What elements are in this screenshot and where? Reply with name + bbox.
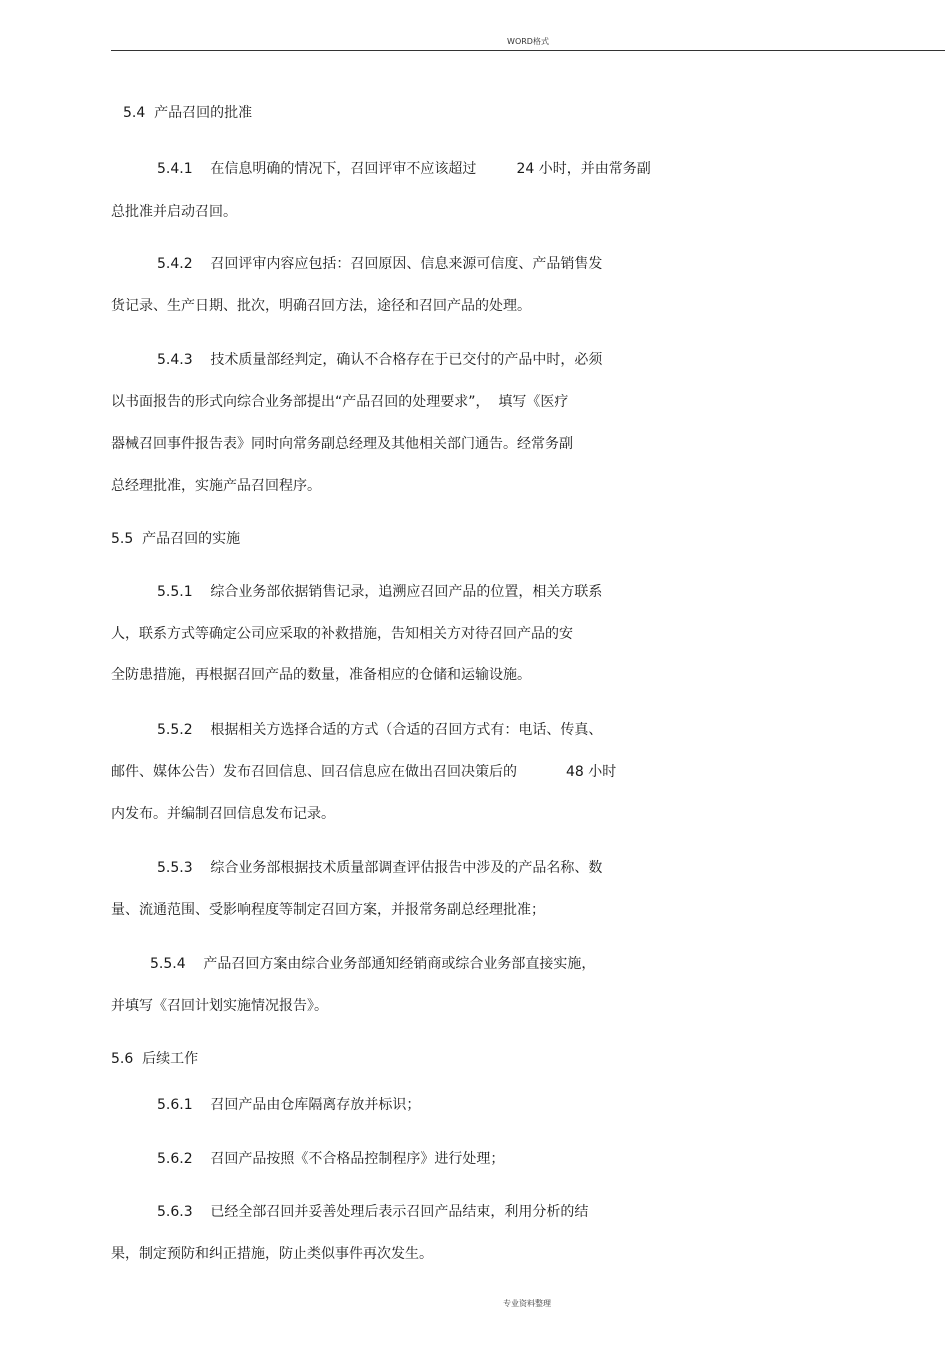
paragraph-5-5-4-line-1: 5.5.4 产品召回方案由综合业务部通知经销商或综合业务部直接实施，: [150, 956, 596, 972]
paragraph-5-5-2-line-3: 内发布。并编制召回信息发布记录。: [111, 806, 335, 822]
page-header-label: WORD格式: [507, 37, 549, 46]
paragraph-5-5-1-line-2: 人，联系方式等确定公司应采取的补救措施，告知相关方对待召回产品的安: [111, 626, 573, 642]
page-footer-label: 专业资料整理: [503, 1299, 551, 1308]
paragraph-5-4-1-line-1: 5.4.1 在信息明确的情况下，召回评审不应该超过 24 小时，并由常务副: [157, 161, 651, 177]
header-divider: [111, 50, 945, 51]
paragraph-5-5-4-line-2: 并填写《召回计划实施情况报告》。: [111, 998, 328, 1014]
paragraph-5-4-3-line-1: 5.4.3 技术质量部经判定，确认不合格存在于已交付的产品中时，必须: [157, 352, 603, 368]
paragraph-5-6-3-line-1: 5.6.3 已经全部召回并妥善处理后表示召回产品结束，利用分析的结: [157, 1204, 589, 1220]
paragraph-5-5-1-line-1: 5.5.1 综合业务部依据销售记录，追溯应召回产品的位置，相关方联系: [157, 584, 603, 600]
paragraph-5-6-1: 5.6.1 召回产品由仓库隔离存放并标识；: [157, 1097, 421, 1113]
paragraph-5-4-2-line-1: 5.4.2 召回评审内容应包括：召回原因、信息来源可信度、产品销售发: [157, 256, 603, 272]
section-heading-5-4: 5.4 产品召回的批准: [123, 105, 253, 121]
paragraph-5-6-3-line-2: 果，制定预防和纠正措施，防止类似事件再次发生。: [111, 1246, 433, 1262]
paragraph-5-4-3-line-3: 器械召回事件报告表》同时向常务副总经理及其他相关部门通告。经常务副: [111, 436, 573, 452]
paragraph-5-4-1-line-2: 总批准并启动召回。: [111, 204, 237, 220]
paragraph-5-5-1-line-3: 全防患措施，再根据召回产品的数量，准备相应的仓储和运输设施。: [111, 667, 531, 683]
section-heading-5-6: 5.6 后续工作: [111, 1051, 199, 1067]
section-heading-5-5: 5.5 产品召回的实施: [111, 531, 241, 547]
paragraph-5-4-2-line-2: 货记录、生产日期、批次，明确召回方法，途径和召回产品的处理。: [111, 298, 531, 314]
paragraph-5-6-2: 5.6.2 召回产品按照《不合格品控制程序》进行处理；: [157, 1151, 505, 1167]
paragraph-5-5-2-line-2: 邮件、媒体公告）发布召回信息、回召信息应在做出召回决策后的 48 小时: [111, 764, 617, 780]
paragraph-5-4-3-line-4: 总经理批准，实施产品召回程序。: [111, 478, 321, 494]
paragraph-5-4-3-line-2: 以书面报告的形式向综合业务部提出“产品召回的处理要求”， 填写《医疗: [111, 394, 569, 410]
paragraph-5-5-3-line-1: 5.5.3 综合业务部根据技术质量部调查评估报告中涉及的产品名称、数: [157, 860, 603, 876]
paragraph-5-5-3-line-2: 量、流通范围、受影响程度等制定召回方案，并报常务副总经理批准；: [111, 902, 545, 918]
paragraph-5-5-2-line-1: 5.5.2 根据相关方选择合适的方式（合适的召回方式有：电话、传真、: [157, 722, 603, 738]
